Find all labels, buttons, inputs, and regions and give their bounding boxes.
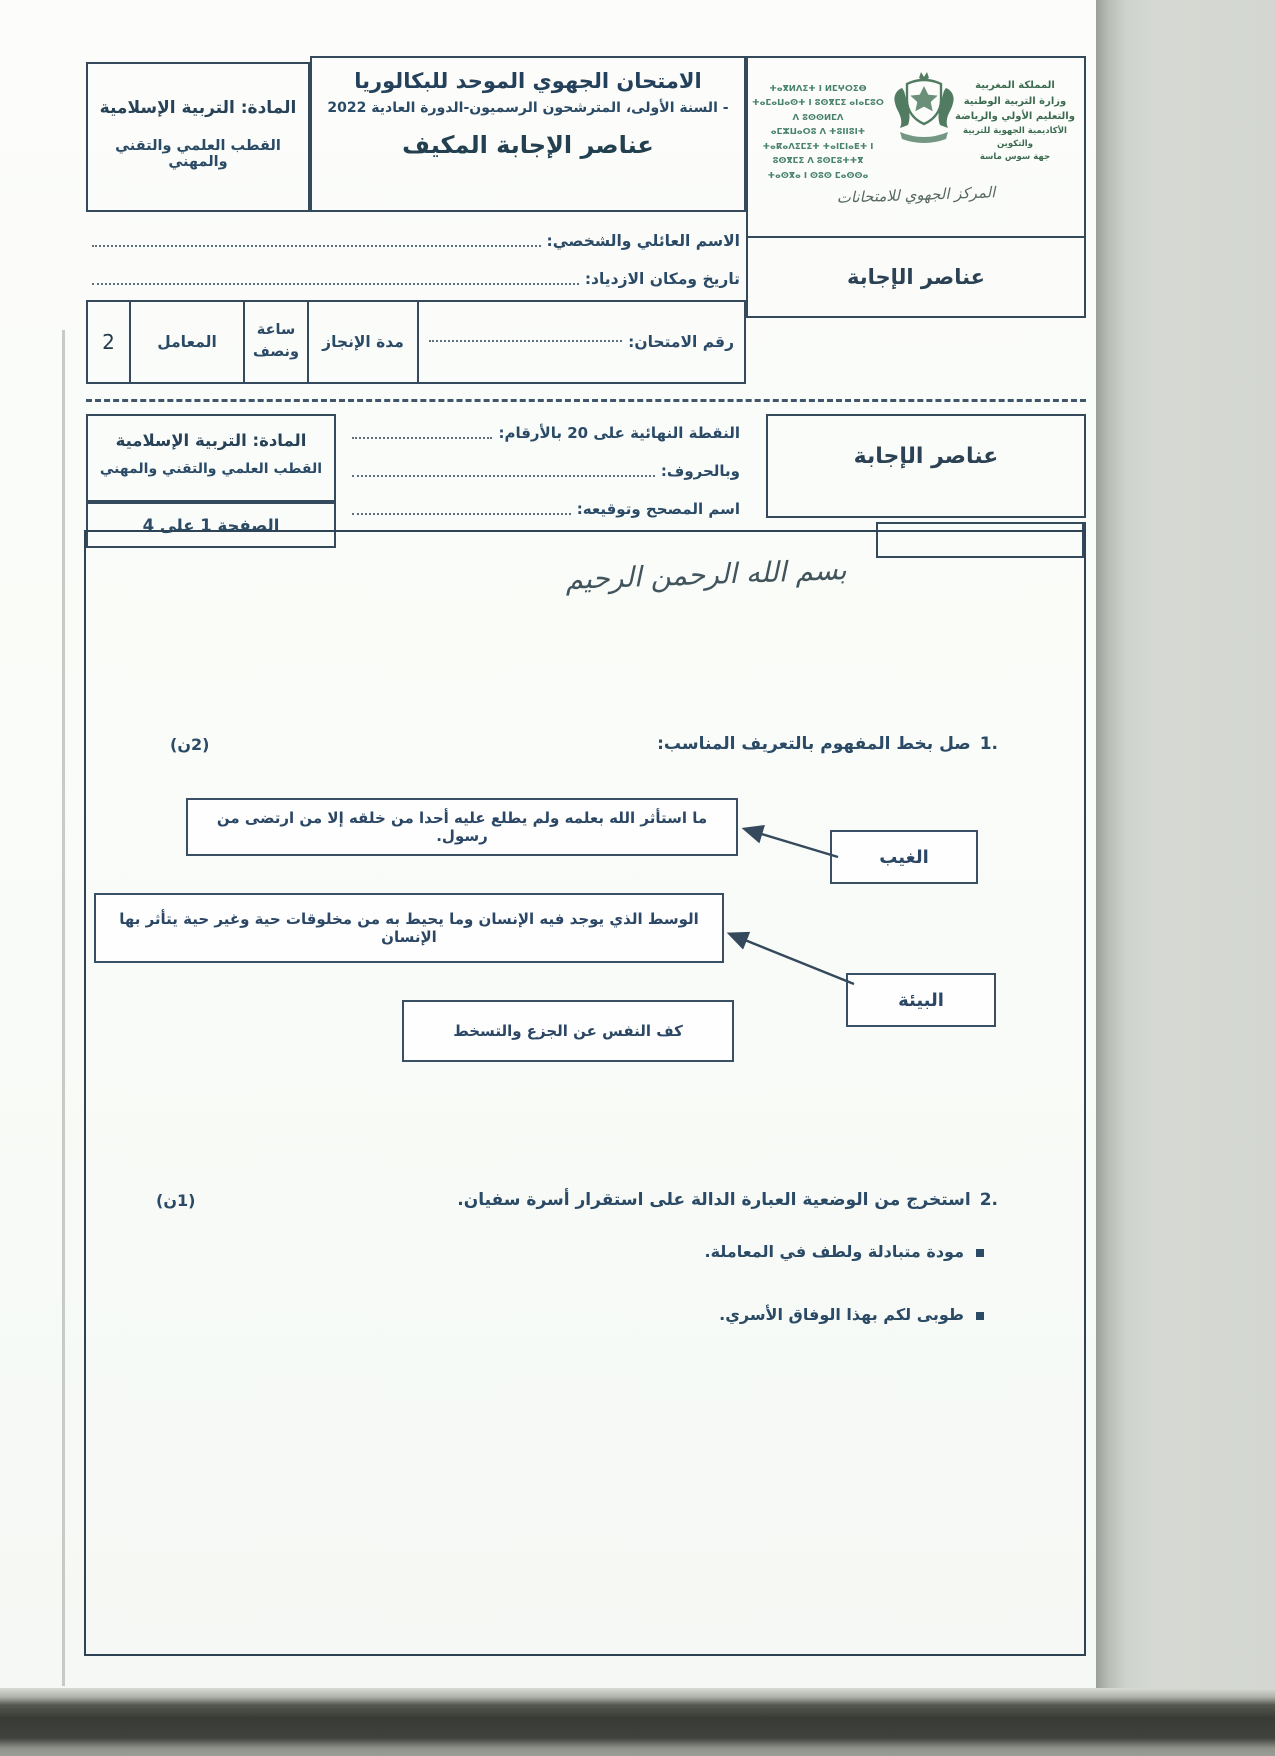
subject-label: المادة: التربية الإسلامية: [115, 431, 307, 450]
dotted-line: [352, 513, 571, 515]
question-2: [457, 1190, 998, 1210]
question-1-text: صل بخط المفهوم بالتعريف المناسب:: [657, 734, 971, 754]
exam-title: الامتحان الجهوي الموحد للبكالوريا: [354, 69, 702, 93]
coefficient-label-cell: المعامل: [131, 302, 245, 382]
dotted-line: [92, 283, 579, 285]
corrector-label: اسم المصحح وتوقيعه:: [576, 500, 740, 518]
answer-bullet-text: مودة متبادلة ولطف في المعاملة.: [704, 1242, 964, 1261]
answer-content-box: [84, 530, 1086, 1656]
scan-edge-right: [1096, 0, 1275, 1692]
dotted-line: [352, 475, 655, 477]
exam-session: - السنة الأولى، المترشحون الرسميون-الدورة العادية 2022: [327, 100, 729, 116]
square-bullet-icon: [976, 1249, 984, 1257]
dotted-line: [429, 340, 622, 342]
question-1-number: 1.: [979, 734, 998, 754]
subject-box: [86, 62, 310, 212]
question-1: [657, 734, 998, 754]
grade-letters-label: وبالحروف:: [660, 462, 740, 480]
answer-key-title: عناصر الإجابة المكيف: [402, 131, 654, 159]
region-line: جهة سوس ماسة: [979, 151, 1051, 162]
match-arrow-ghayb: [745, 829, 838, 857]
scan-edge-left: [62, 330, 65, 1686]
ministry-column: [746, 56, 1086, 318]
birth-field: [92, 270, 740, 288]
match-arrow-environment: [730, 934, 854, 984]
question-2-text: استخرج من الوضعية العبارة الدالة على استقرار أسرة سفيان.: [457, 1190, 971, 1210]
square-bullet-icon: [976, 1312, 984, 1320]
definition-box-environment: الوسط الذي يوجد فيه الإنسان وما يحيط به من مخلوقات حية وغير حية يتأثر بها الإنسان: [94, 893, 724, 963]
ministry-line: والتعليم الأولي والرياضة: [955, 111, 1075, 122]
exam-number-field: [429, 333, 734, 351]
exam-number-label: رقم الامتحان:: [628, 333, 734, 351]
question-2-number: 2.: [979, 1190, 998, 1210]
duration-value-cell: [245, 302, 309, 382]
ministry-header: [748, 58, 1084, 238]
answer-bullet-text: طوبى لكم بهذا الوفاق الأسري.: [719, 1305, 964, 1324]
grade-letters-field: [352, 462, 740, 480]
answer-bullet: [719, 1305, 984, 1324]
dashed-separator: [86, 399, 1086, 402]
subject-pole-label: القطب العلمي والتقني والمهني: [115, 138, 281, 170]
duration-label-cell: مدة الإنجاز: [309, 302, 419, 382]
concept-box-ghayb: الغيب: [830, 830, 978, 884]
page-number-box: الصفحة 1 على 4: [86, 502, 336, 548]
tifinagh-line: ⵜⴰⵎⴰⵡⴰⵙⵜ ⵏ ⵓⵙⴳⵎⵉ ⴰⵏⴰⵎⵓⵔ ⴷ ⵓⵙⵙⵍⵎⴷ: [752, 98, 884, 123]
definition-box-ghayb: ما استأثر الله بعلمه ولم يطلع عليه أحدا من خلقه إلا من ارتضى من رسول.: [186, 798, 738, 856]
grade-numeric-label: النقطة النهائية على 20 بالأرقام:: [498, 424, 740, 442]
exam-title-box: [310, 56, 746, 212]
birth-label: تاريخ ومكان الازدياد:: [584, 270, 740, 288]
answer-elements-box: عناصر الإجابة: [766, 414, 1086, 518]
ministry-name-arabic: [952, 78, 1078, 164]
tifinagh-line: ⵜⴰⵙⴳⴰ ⵏ ⵙⵓⵙ ⵎⴰⵙⵙⴰ: [767, 170, 869, 181]
subject-pole-label: القطب العلمي والتقني والمهني: [99, 461, 323, 477]
match-arrows: [86, 532, 1088, 1658]
tifinagh-line: ⴰⵎⵣⵡⴰⵔⵓ ⴷ ⵜⵓⵏⵏⵓⵏⵜ: [770, 127, 866, 138]
scan-edge-bottom: [0, 1688, 1275, 1756]
exam-info-table: [86, 300, 746, 384]
exam-number-cell: [419, 302, 744, 382]
ministry-line: وزارة التربية الوطنية: [963, 95, 1067, 107]
name-field: [92, 232, 740, 250]
bismillah-calligraphy: بسم الله الرحمن الرحيم: [564, 553, 848, 596]
answer-bullet: [704, 1242, 984, 1261]
coefficient-value-cell: 2: [88, 302, 131, 382]
ministry-name-tifinagh: [752, 82, 884, 183]
corrector-field: [352, 500, 740, 518]
regional-center-handwriting: المركز الجهوي للامتحانات: [836, 183, 996, 207]
subject-label: المادة: التربية الإسلامية: [99, 98, 297, 118]
concept-box-environment: البيئة: [846, 973, 996, 1027]
dotted-line: [352, 437, 492, 439]
coat-of-arms-icon: [888, 70, 960, 156]
dotted-line: [92, 245, 541, 247]
tifinagh-line: ⵜⴰⴳⵍⴷⵉⵜ ⵏ ⵍⵎⵖⵔⵉⴱ: [769, 84, 867, 94]
question-1-points: (2ن): [170, 735, 210, 754]
grade-numeric-field: [352, 424, 740, 442]
question-2-points: (1ن): [156, 1191, 196, 1210]
academy-line: الأكاديمية الجهوية للتربية والتكوين: [963, 125, 1067, 149]
kingdom-label: المملكة المغربية: [975, 80, 1055, 91]
tifinagh-line: ⵜⴰⴽⴰⴷⵉⵎⵉⵜ ⵜⴰⵏⵎⵏⴰⴹⵜ ⵏ ⵓⵙⴳⵎⵉ ⴷ ⵓⵙⵎⵓⵜⵜⴳ: [762, 141, 874, 167]
answer-elements-label: عناصر الإجابة: [846, 265, 986, 289]
duration-value-line: ساعة: [256, 322, 296, 339]
subject-box-2: [86, 414, 336, 502]
duration-value-line: ونصف: [253, 344, 300, 360]
definition-box-patience: كف النفس عن الجزع والتسخط: [402, 1000, 734, 1062]
name-label: الاسم العائلي والشخصي:: [546, 232, 740, 250]
